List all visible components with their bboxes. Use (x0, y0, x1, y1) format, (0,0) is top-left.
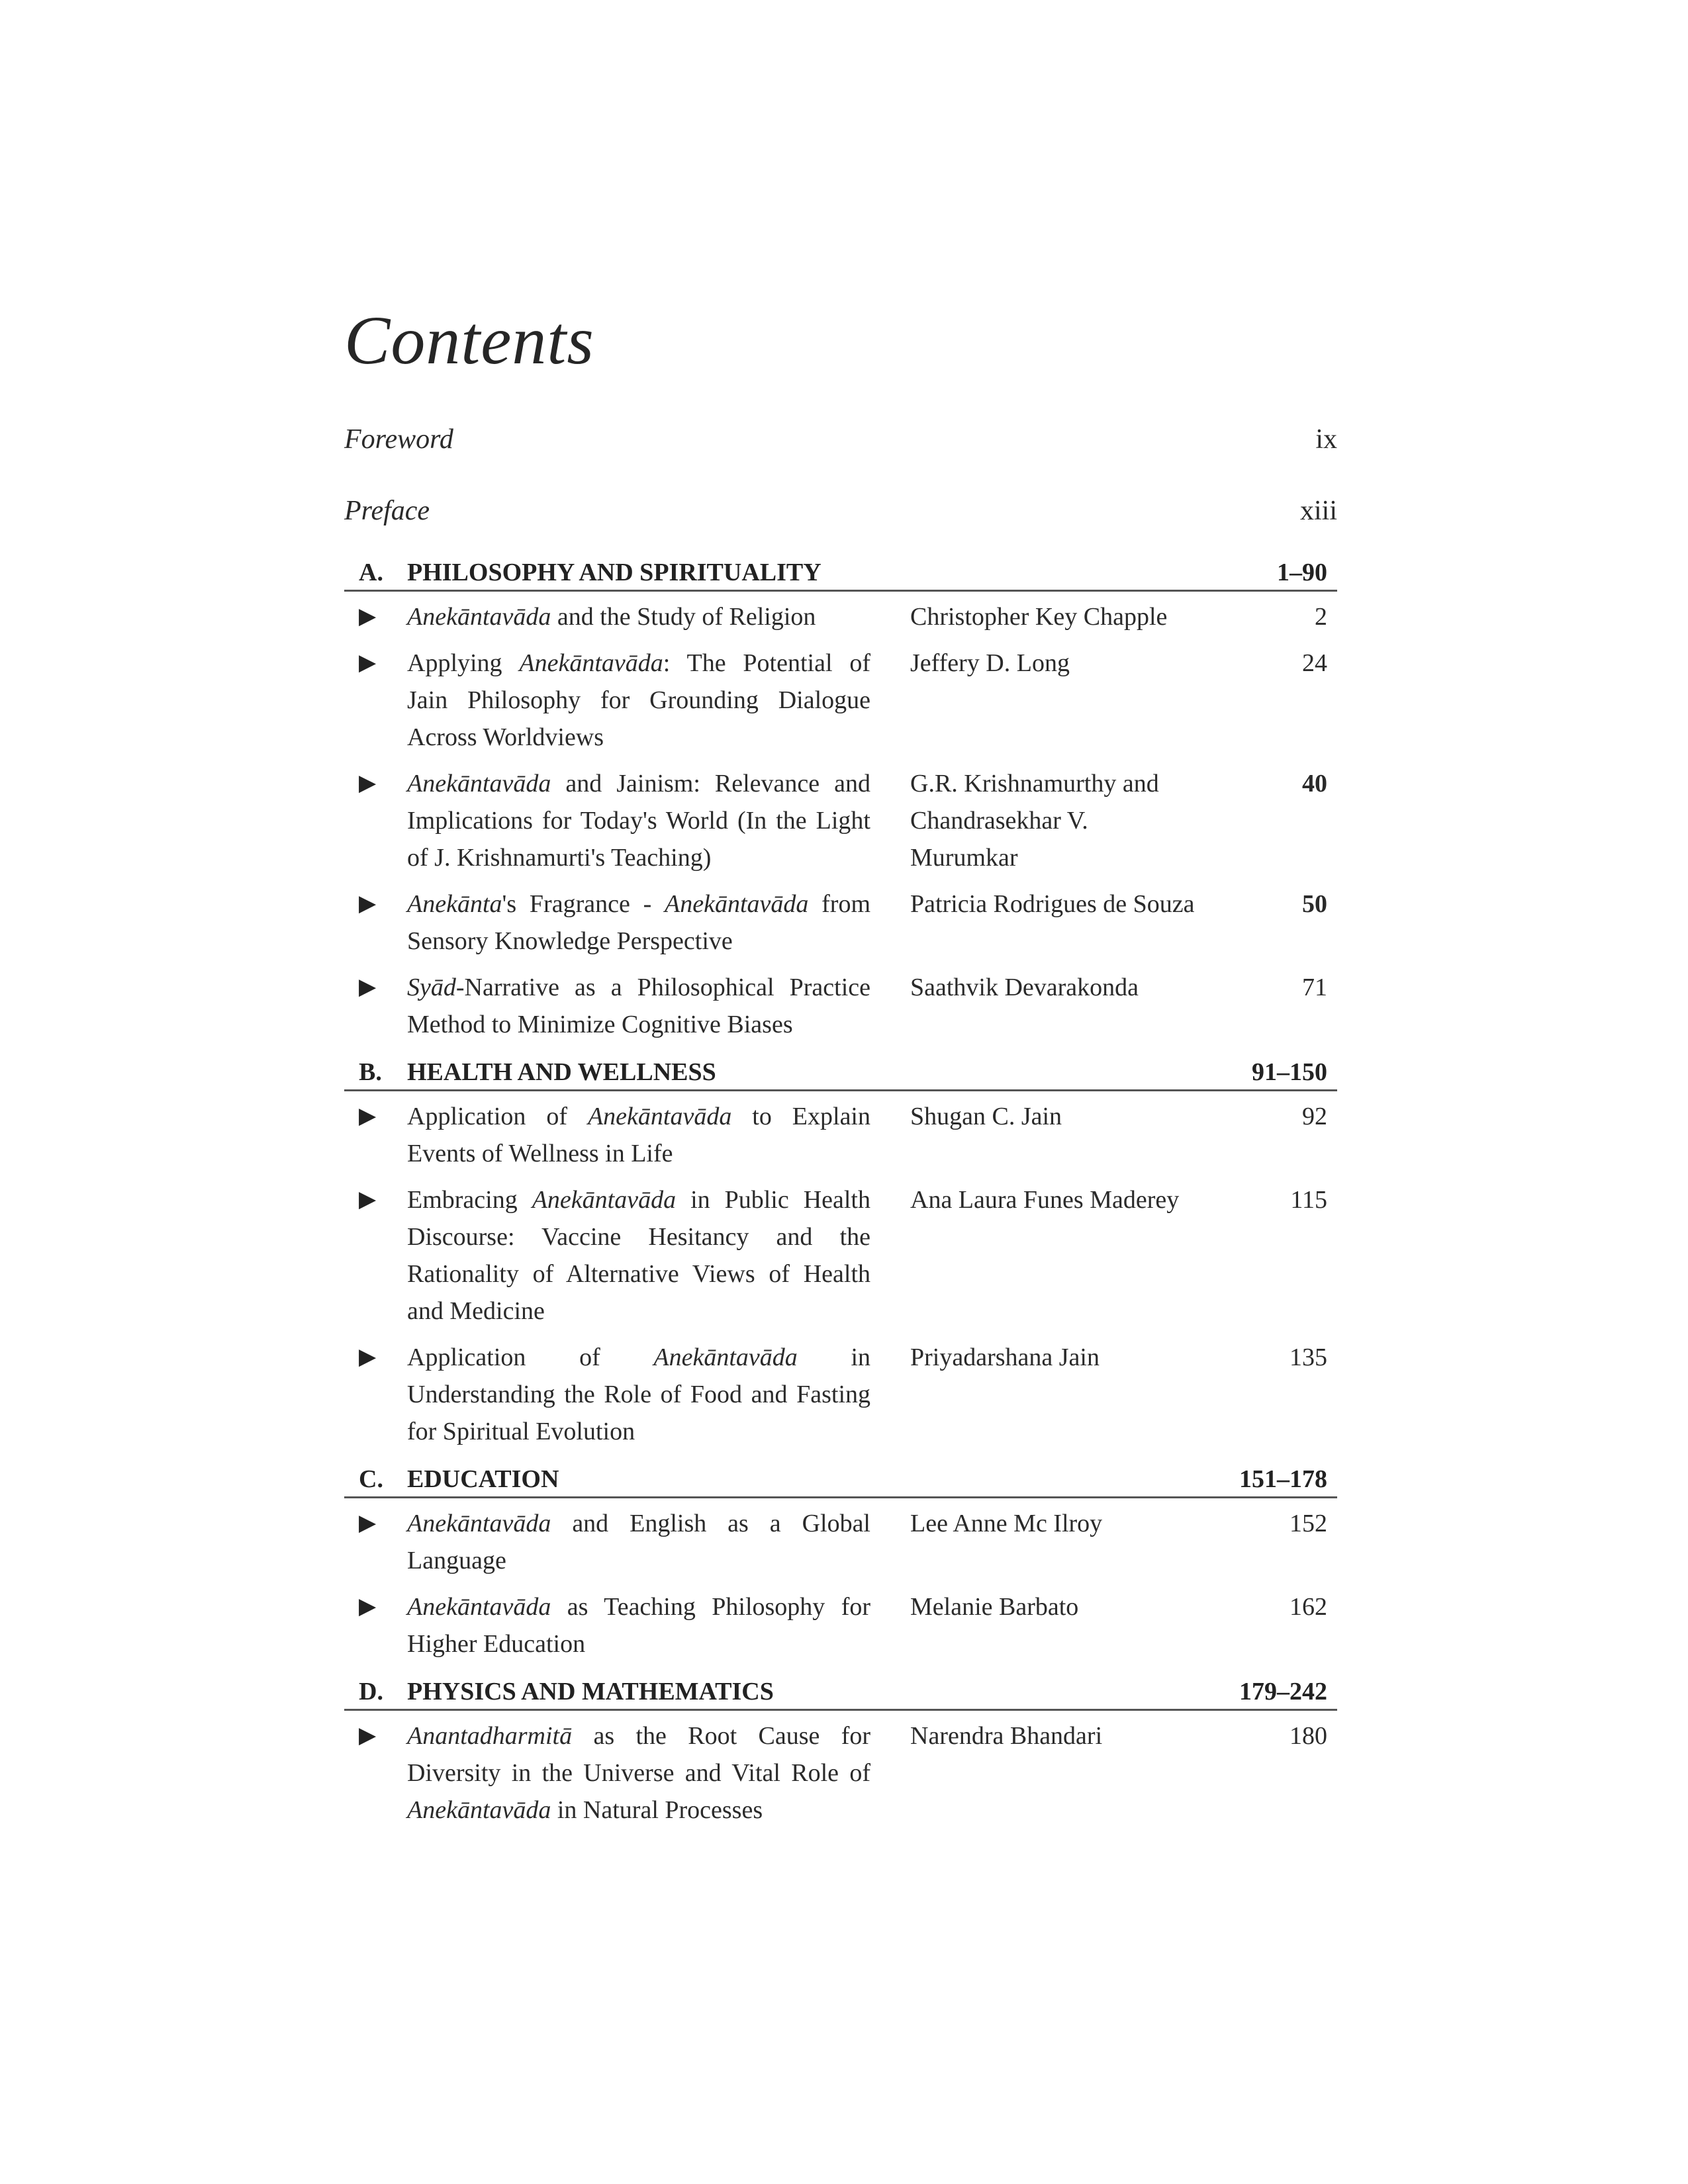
entry-title-italic: Anekāntavāda (407, 1510, 551, 1537)
entry-title-text: 's Fragrance - (502, 890, 665, 918)
entry-title-italic: Anekāntavāda (519, 649, 663, 677)
entry-page: 50 (1302, 890, 1327, 918)
triangle-right-icon: ▶ (359, 1594, 377, 1619)
entry-author: Lee Anne Mc Ilroy (910, 1510, 1103, 1537)
entry-title-italic: Anekāntavāda (532, 1186, 677, 1214)
entry-author: Melanie Barbato (910, 1593, 1079, 1621)
toc-entry[interactable] (344, 598, 1337, 635)
toc-section (344, 1052, 1337, 1450)
entry-page: 2 (1315, 603, 1327, 631)
triangle-right-icon: ▶ (359, 891, 377, 916)
entry-title-italic: Anekāntavāda (407, 1796, 551, 1824)
triangle-right-icon: ▶ (359, 1723, 377, 1748)
entry-title-text: and English as a Global Language (407, 1510, 870, 1574)
entry-author: Shugan C. Jain (910, 1103, 1062, 1130)
toc-entry[interactable] (344, 1505, 1337, 1579)
entry-title-text: to Explain Events of Wellness in Life (407, 1103, 870, 1167)
section-title: HEALTH AND WELLNESS (407, 1058, 716, 1086)
toc-entry[interactable] (344, 1181, 1337, 1330)
entry-title-text: Application of (407, 1103, 588, 1130)
front-matter-page: xiii (1299, 496, 1337, 526)
entry-title-text: in Natural Processes (551, 1796, 763, 1824)
entry-title-text: as Teaching Philosophy for Higher Education (407, 1593, 870, 1658)
entry-title-text: Applying (407, 649, 520, 677)
section-letter: B. (359, 1058, 382, 1086)
front-matter-page: ix (1315, 424, 1337, 455)
entry-title-text: Application of (407, 1343, 654, 1371)
entry-title-text: Embracing (407, 1186, 532, 1214)
section-heading[interactable] (344, 1052, 1337, 1091)
entry-title (407, 645, 870, 756)
triangle-right-icon: ▶ (359, 1511, 377, 1535)
triangle-right-icon: ▶ (359, 975, 377, 999)
toc-entry[interactable] (344, 1717, 1337, 1829)
section-title: PHILOSOPHY AND SPIRITUALITY (407, 559, 821, 586)
entry-title-italic: Anantadharmitā (407, 1722, 573, 1750)
triangle-right-icon: ▶ (359, 1104, 377, 1128)
entry-title-italic: Anekānta (407, 890, 502, 918)
entry-title (407, 1339, 870, 1450)
entry-page: 40 (1302, 770, 1327, 797)
toc-entry[interactable] (344, 645, 1337, 756)
section-letter: C. (359, 1465, 383, 1493)
triangle-right-icon: ▶ (359, 1187, 377, 1212)
entry-title-italic: Anekāntavāda (653, 1343, 798, 1371)
entry-author: Priyadarshana Jain (910, 1343, 1100, 1371)
entry-title (407, 1098, 870, 1172)
entry-title (407, 969, 870, 1043)
toc-entry[interactable] (344, 765, 1337, 876)
entry-title (407, 1717, 870, 1829)
entry-page: 71 (1302, 974, 1327, 1001)
section-page-range: 179–242 (1239, 1678, 1327, 1706)
triangle-right-icon: ▶ (359, 604, 377, 629)
toc-entry[interactable] (344, 1339, 1337, 1450)
entry-page: 24 (1302, 649, 1327, 677)
entry-title-text: in Understanding the Role of Food and Fasting for Spiritual Evolution (407, 1343, 871, 1445)
section-page-range: 1–90 (1277, 559, 1327, 586)
entry-title-text: : The Potential of Jain Philosophy for Grounding Dialogue Across Worldviews (407, 649, 871, 751)
entry-page: 180 (1289, 1722, 1327, 1750)
section-page-range: 91–150 (1252, 1058, 1327, 1086)
toc-entry[interactable] (344, 1098, 1337, 1172)
entry-title-text: -Narrative as a Philosophical Practice Method to Minimize Cognitive Biases (407, 974, 870, 1038)
entry-title-text: in Public Health Discourse: Vaccine Hesitancy and the Rationality of Alternative Views of Health and Medicine (407, 1186, 870, 1325)
entry-page: 135 (1289, 1343, 1327, 1371)
entry-title (407, 886, 870, 960)
entry-author: Saathvik Devarakonda (910, 974, 1139, 1001)
section-letter: D. (359, 1678, 383, 1706)
entry-page: 152 (1289, 1510, 1327, 1537)
entry-author: Christopher Key Chapple (910, 603, 1168, 631)
toc-entry[interactable] (344, 1588, 1337, 1662)
toc-section (344, 1672, 1337, 1829)
triangle-right-icon: ▶ (359, 771, 377, 796)
entry-title-text: and Jainism: Relevance and Implications for Today's World (In the Light of J. Krishnamurti's Teaching) (407, 770, 870, 872)
page-title: Contents (344, 302, 594, 379)
front-matter-label: Preface (344, 496, 430, 526)
section-letter: A. (359, 559, 383, 586)
entry-title-text: from Sensory Knowledge Perspective (407, 890, 870, 955)
front-matter-label: Foreword (344, 424, 453, 455)
entry-title (407, 765, 870, 876)
entry-title-text: and the Study of Religion (551, 603, 816, 631)
toc-list (344, 553, 1337, 1838)
section-heading[interactable] (344, 553, 1337, 592)
section-title: PHYSICS AND MATHEMATICS (407, 1678, 774, 1706)
entry-title (407, 1181, 870, 1330)
entry-title-italic: Anekāntavāda (407, 770, 551, 797)
entry-title (407, 1588, 870, 1662)
entry-title-italic: Anekāntavāda (407, 603, 551, 631)
toc-entry[interactable] (344, 969, 1337, 1043)
entry-title-italic: Anekāntavāda (587, 1103, 732, 1130)
toc-section (344, 553, 1337, 1043)
entry-title (407, 598, 870, 635)
entry-title-text: as the Root Cause for Diversity in the Universe and Vital Role of (407, 1722, 870, 1787)
entry-author: G.R. Krishnamurthy and Chandrasekhar V. Murumkar (910, 770, 1159, 872)
triangle-right-icon: ▶ (359, 651, 377, 675)
entry-page: 162 (1289, 1593, 1327, 1621)
toc-section (344, 1459, 1337, 1662)
section-title: EDUCATION (407, 1465, 559, 1493)
entry-title-italic: Syād (407, 974, 456, 1001)
section-heading[interactable] (344, 1459, 1337, 1498)
entry-page: 92 (1302, 1103, 1327, 1130)
entry-author: Patricia Rodrigues de Souza (910, 890, 1195, 918)
entry-title (407, 1505, 870, 1579)
entry-title-italic: Anekāntavāda (665, 890, 809, 918)
entry-author: Ana Laura Funes Maderey (910, 1186, 1180, 1214)
entry-title-italic: Anekāntavāda (407, 1593, 551, 1621)
entry-author: Jeffery D. Long (910, 649, 1070, 677)
entry-page: 115 (1290, 1186, 1327, 1214)
section-page-range: 151–178 (1239, 1465, 1327, 1493)
triangle-right-icon: ▶ (359, 1345, 377, 1369)
entry-author: Narendra Bhandari (910, 1722, 1103, 1750)
section-heading[interactable] (344, 1672, 1337, 1711)
toc-entry[interactable] (344, 886, 1337, 960)
